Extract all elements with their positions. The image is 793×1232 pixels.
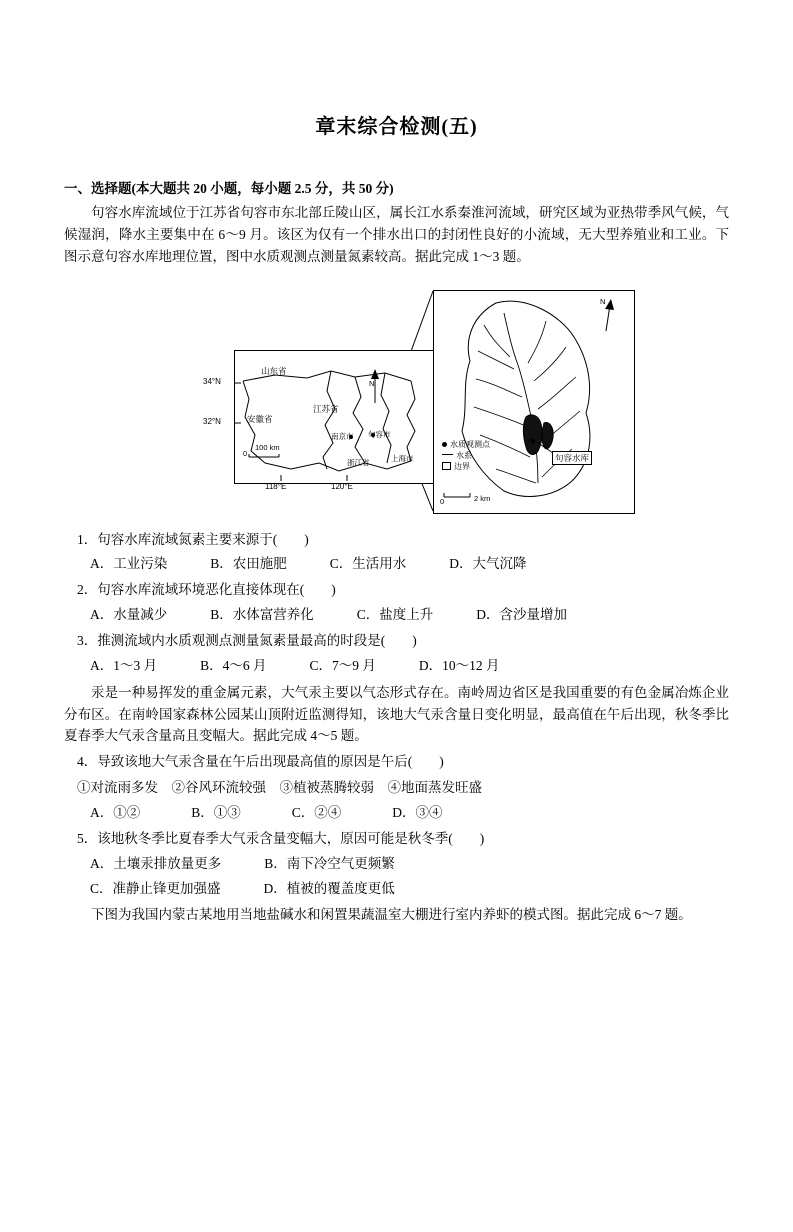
left-map-lat-32n: 32°N: [203, 416, 221, 426]
question-5-options-row1: [64, 853, 729, 875]
q3-option-b[interactable]: B．4～6 月: [200, 657, 267, 673]
legend-label-river-system: 水系: [456, 450, 472, 460]
question-3-options: [64, 655, 729, 677]
question-1-stem: 1．句容水库流域氮素主要来源于( ): [77, 531, 309, 547]
q3-option-a[interactable]: A．1～3 月: [90, 657, 158, 673]
q1-option-b[interactable]: B．农田施肥: [210, 556, 287, 572]
intro-paragraph-1: 句容水库流域位于江苏省句容市东北部丘陵山区，属长江水系秦淮河流域，研究区域为亚热带季风气候，气候湿润，降水主要集中在 6～9 月。该区为仅有一个排水出口的封闭性良好的小流域，无大型养殖业和工业。下图示意句容水库地理位置，图中水质观测点测量氮素较高。据此完成 1～3 题。: [64, 205, 729, 264]
legend-line-icon: [442, 454, 453, 455]
question-4-options: [64, 802, 729, 824]
q1-option-a[interactable]: A．工业污染: [90, 556, 168, 572]
question-4-stem: 4．导致该地大气汞含量在午后出现最高值的原因是午后( ): [77, 754, 444, 770]
q5-option-b[interactable]: B．南下冷空气更频繁: [264, 855, 395, 871]
left-map-label-jiangsu: 江苏省: [313, 403, 339, 414]
right-map-north-arrow-label: N: [600, 296, 606, 306]
left-map-label-nanjing: 南京市: [331, 431, 354, 441]
q4-option-d[interactable]: D．③④: [392, 805, 443, 821]
intro-paragraph-2: 汞是一种易挥发的重金属元素，大气汞主要以气态形式存在。南岭周边省区是我国重要的有色金属冶炼企业分布区。在南岭国家森林公园某山顶附近监测得知，该地大气汞含量日变化明显，最高值在午后出现，秋冬季比夏春季大气汞含量高且变幅大。据此完成 4～5 题。: [64, 684, 729, 744]
left-map-label-zhejiang: 浙江省: [347, 457, 370, 467]
q4-option-b[interactable]: B．①③: [191, 805, 241, 821]
left-map-north-arrow-label: N: [369, 378, 375, 388]
left-map-label-jurong: 句容市: [368, 429, 391, 439]
q4-option-a[interactable]: A．①②: [90, 805, 141, 821]
legend-label-boundary: 边界: [454, 461, 470, 471]
q2-option-a[interactable]: A．水量减少: [90, 607, 168, 623]
q2-option-b[interactable]: B．水体富营养化: [210, 607, 314, 623]
question-4-statements: ①对流雨多发 ②谷风环流较强 ③植被蒸腾较弱 ④地面蒸发旺盛: [77, 780, 482, 796]
left-map-scale-zero: 0: [243, 448, 248, 458]
intro-paragraph-3: 下图为我国内蒙古某地用当地盐碱水和闲置果蔬温室大棚进行室内养虾的模式图。据此完成 6～7 题。: [91, 907, 692, 923]
left-map-label-shandong: 山东省: [261, 365, 287, 376]
left-map-lon-118e: 118°E: [265, 481, 287, 491]
question-2-stem: 2．句容水库流域环境恶化直接体现在( ): [77, 582, 336, 598]
left-map-lon-120e: 120°E: [331, 481, 353, 491]
q5-option-a[interactable]: A．土壤汞排放量更多: [90, 855, 222, 871]
q2-option-d[interactable]: D．含沙量增加: [476, 607, 568, 623]
legend-item-boundary: [442, 461, 490, 472]
right-map-scale-label: 2 km: [474, 493, 491, 503]
q5-option-d[interactable]: D．植被的覆盖度更低: [263, 880, 395, 896]
left-location-map: [203, 350, 448, 491]
legend-dot-icon: [442, 442, 447, 447]
section-heading: 一、选择题(本大题共 20 小题，每小题 2.5 分，共 50 分): [64, 181, 394, 196]
right-map-drainage: [434, 291, 632, 511]
q2-option-c[interactable]: C．盐度上升: [356, 607, 434, 623]
page-title: 章末综合检测(五): [315, 116, 478, 138]
q3-option-c[interactable]: C．7～9 月: [309, 657, 376, 673]
q3-option-d[interactable]: D．10～12 月: [418, 657, 500, 673]
question-2-options: [64, 604, 729, 626]
legend-item-river-system: [442, 450, 490, 461]
legend-label-observation-point: 水质观测点: [450, 439, 490, 449]
question-1-options: [64, 553, 729, 575]
right-map-callout-reservoir: 句容水库: [552, 451, 592, 465]
legend-item-observation-point: [442, 439, 490, 450]
right-map-scale-zero: 0: [440, 496, 445, 506]
document-page: [0, 110, 793, 1232]
right-watershed-map: [433, 290, 635, 514]
q4-option-c[interactable]: C．②④: [291, 805, 342, 821]
right-map-legend: [442, 439, 490, 472]
q1-option-d[interactable]: D．大气沉降: [449, 556, 527, 572]
left-map-scale-label: 100 km: [255, 442, 280, 452]
figure-map-area: [64, 278, 729, 523]
left-map-label-anhui: 安徽省: [247, 413, 273, 424]
question-3-stem: 3．推测流域内水质观测点测量氮素量最高的时段是( ): [77, 633, 417, 649]
q1-option-c[interactable]: C．生活用水: [329, 556, 407, 572]
question-5-stem: 5．该地秋冬季比夏春季大气汞含量变幅大，原因可能是秋冬季( ): [77, 830, 485, 846]
left-map-label-shanghai: 上海市: [391, 453, 414, 463]
legend-square-icon: [442, 462, 451, 470]
question-5-options-row2: [64, 878, 729, 900]
q5-option-c[interactable]: C．准静止锋更加强盛: [90, 880, 221, 896]
left-map-lat-34n: 34°N: [203, 376, 221, 386]
